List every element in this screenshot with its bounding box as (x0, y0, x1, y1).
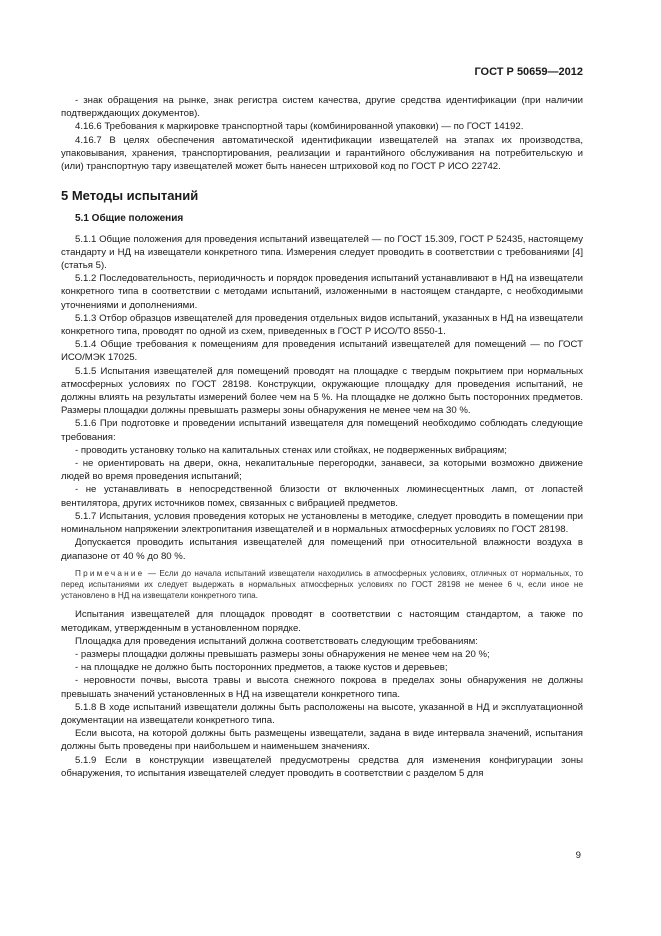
page-body (61, 94, 583, 780)
paragraph: 5.1.1 Общие положения для проведения испытаний извещателей — по ГОСТ 15.309, ГОСТ Р 52435, настоящему стандарту и НД на извещатели конкретного типа. Измерения следует проводить в соответствии с требованиями [4] (статья 5). (61, 233, 583, 272)
document-header: ГОСТ Р 50659—2012 (474, 66, 583, 78)
list-item: - неровности почвы, высота травы и высота снежного покрова в пределах зоны обнаружения не должны превышать значений установленных в НД на извещатели конкретного типа. (61, 675, 583, 700)
paragraph: Если высота, на которой должны быть размещены извещатели, задана в виде интервала значений, испытания должны быть проведены при наибольшем и наименьшем значениях. (61, 728, 583, 753)
paragraph: Допускается проводить испытания извещателей для помещений при относительной влажности воздуха в диапазоне от 40 % до 80 %. (61, 537, 583, 562)
paragraph: Площадка для проведения испытаний должна соответствовать следующим требованиям: (75, 635, 478, 647)
list-item: - проводить установку только на капитальных стенах или стойках, не подверженных вибрациям; (75, 444, 507, 456)
note-text: — Если до начала испытаний извещатели находились в атмосферных условиях, отличных от нормальных, то перед испытаниями их следует выдержать в нормальных атмосферных условиях по ГОСТ 28198 не менее 6 ч, если иное не установлено в НД на извещатели конкретного типа. (61, 568, 583, 601)
paragraph: Испытания извещателей для площадок проводят в соответствии с настоящим стандартом, а также по методикам, утвержденным в установленном порядке. (61, 609, 583, 634)
note (61, 568, 583, 602)
paragraph: 5.1.4 Общие требования к помещениям для проведения испытаний извещателей для помещений — по ГОСТ ИСО/МЭК 17025. (61, 339, 583, 364)
list-item: - на площадке не должно быть посторонних предметов, а также кустов и деревьев; (75, 662, 448, 674)
section-heading: 5 Методы испытаний (61, 188, 199, 204)
list-item: - размеры площадки должны превышать размеры зоны обнаружения не менее чем на 20 %; (75, 648, 490, 660)
paragraph: 5.1.2 Последовательность, периодичность и порядок проведения испытаний устанавливают в НД на извещатели конкретного типа в соответствии с методами испытаний, изложенными в настоящем стандарте, с необходимыми уточнениями и дополнениями. (61, 273, 583, 311)
page-number: 9 (575, 850, 581, 861)
paragraph: 5.1.9 Если в конструкции извещателей предусмотрены средства для изменения конфигурации зоны обнаружения, то испытания извещателей следует проводить в соответствии с разделом 5 для (61, 754, 583, 779)
paragraph: 4.16.6 Требования к маркировке транспортной тары (комбинированной упаковки) — по ГОСТ 14192. (75, 121, 524, 133)
list-item: - не ориентировать на двери, окна, некапитальные перегородки, занавеси, за которыми возможно движение людей во время проведения испытаний; (61, 458, 583, 483)
paragraph: 5.1.3 Отбор образцов извещателей для проведения отдельных видов испытаний, указанных в НД на извещатели конкретного типа, проводят по одной из схем, приведенных в ГОСТ Р ИСО/ТО 8550-1. (61, 312, 583, 338)
paragraph: 5.1.5 Испытания извещателей для помещений проводят на площадке с твердым покрытием при нормальных атмосферных условиях по ГОСТ 28198. Конструкции, окружающие площадку для проведения испытаний, не должны влиять на результаты измерений более чем на 5 %. На площадке не должно быть посторонних предметов. Размеры площадки должны превышать размеры зоны обнаружения не менее чем на 30 %. (61, 365, 583, 417)
paragraph: 5.1.6 При подготовке и проведении испытаний извещателя для помещений необходимо соблюдать следующие требования: (61, 418, 583, 443)
subsection-heading: 5.1 Общие положения (75, 213, 184, 225)
paragraph: - знак обращения на рынке, знак регистра систем качества, другие средства идентификации (при наличии подтверждающих документов). (61, 95, 583, 120)
paragraph: 4.16.7 В целях обеспечения автоматической идентификации извещателей на этапах их производства, упаковывания, хранения, транспортирования, реализации и гарантийного обслуживания на потребительскую и (или) транспортную тару извещателей может быть нанесен штриховой код по ГОСТ Р ИСО 22742. (61, 134, 583, 173)
list-item: - не устанавливать в непосредственной близости от включенных люминесцентных ламп, от лопастей вентилятора, других источников помех, связанных с вибрацией предметов. (61, 484, 583, 509)
paragraph: 5.1.8 В ходе испытаний извещатели должны быть расположены на высоте, указанной в НД и эксплуатационной документации на извещатели конкретного типа. (61, 701, 583, 726)
note-label: Примечание (75, 568, 145, 578)
paragraph: 5.1.7 Испытания, условия проведения которых не установлены в методике, следует проводить в помещении при номинальном напряжении электропитания извещателей и в нормальных атмосферных условиях по ГОСТ 28198. (61, 510, 583, 536)
